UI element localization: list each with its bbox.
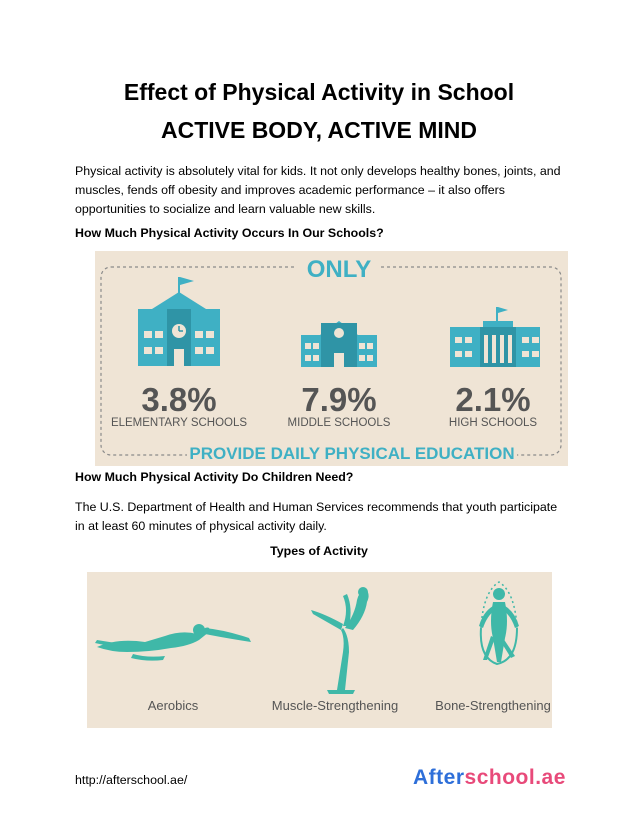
page-subtitle: ACTIVE BODY, ACTIVE MIND (160, 117, 478, 143)
middle-label: MIDDLE SCHOOLS (287, 417, 391, 429)
gymnast-icon (311, 587, 369, 694)
only-text: ONLY (306, 256, 372, 283)
muscle-strengthening-label: Muscle-Strengthening (271, 698, 399, 713)
jump-rope-icon (479, 582, 519, 664)
high-school-icon (450, 307, 540, 367)
high-label: HIGH SCHOOLS (448, 417, 538, 429)
daily-pe-text: PROVIDE DAILY PHYSICAL EDUCATION (189, 444, 515, 463)
school-stats-infographic (95, 251, 568, 466)
logo-part-after: After (413, 766, 465, 789)
intro-paragraph: Physical activity is absolutely vital for kids. It not only develops healthy bones, joints, and muscles, fends off obesity and improves academic performance – it also offers opportunities to socialize and learn valuable new skills. (75, 164, 561, 216)
swimmer-icon (95, 624, 251, 661)
elementary-label: ELEMENTARY SCHOOLS (110, 417, 248, 429)
types-of-activity-label: Types of Activity (270, 544, 368, 558)
footer-url-link[interactable]: http://afterschool.ae/ (75, 773, 188, 787)
section1-heading: How Much Physical Activity Occurs In Our Schools? (75, 226, 384, 240)
recommendation-paragraph: The U.S. Department of Health and Human Services recommends that youth participate in at least 60 minutes of physical activity daily. (75, 500, 558, 533)
bone-strengthening-label: Bone-Strengthening (435, 698, 551, 713)
elementary-percent: 3.8% (141, 381, 217, 418)
high-percent: 2.1% (455, 381, 531, 418)
middle-percent: 7.9% (301, 381, 377, 418)
afterschool-logo (413, 766, 566, 790)
logo-part-school: school.ae (464, 766, 566, 789)
middle-school-icon (301, 321, 377, 367)
aerobics-label: Aerobics (147, 698, 199, 713)
section2-heading: How Much Physical Activity Do Children Need? (75, 470, 354, 484)
page-title: Effect of Physical Activity in School (123, 79, 515, 105)
elementary-school-icon (138, 277, 220, 366)
activity-types-infographic (87, 572, 552, 728)
